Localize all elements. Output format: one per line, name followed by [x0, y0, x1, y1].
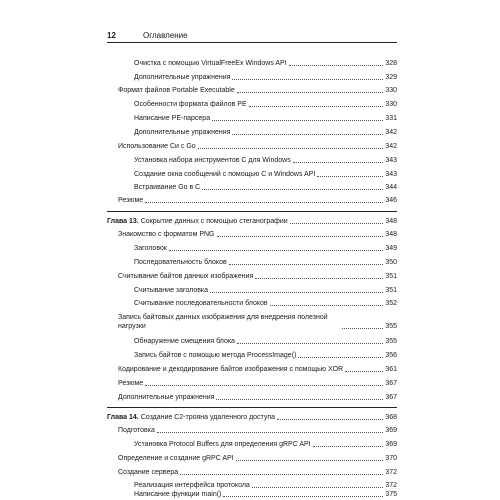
dot-leader — [290, 223, 384, 224]
toc-entry-title: Создание сервера — [118, 469, 179, 476]
dot-leader — [216, 399, 383, 400]
dot-leader — [223, 496, 383, 497]
toc-entry-title: Дополнительные упражнения — [134, 74, 231, 81]
toc-entry-page: 348 — [385, 231, 397, 238]
chapter-separator — [107, 211, 397, 212]
dot-leader — [180, 474, 383, 475]
toc-entry-title: Дополнительные упражнения — [134, 129, 231, 136]
dot-leader — [236, 460, 384, 461]
toc-entry[interactable] — [134, 481, 397, 490]
toc-entry[interactable] — [134, 73, 397, 82]
dot-leader — [145, 385, 383, 386]
toc-entry[interactable] — [134, 440, 397, 449]
toc-entry-page: 369 — [385, 441, 397, 448]
toc-entry-page: 342 — [385, 129, 397, 136]
toc-entry[interactable] — [118, 379, 397, 388]
toc-entry-page: 329 — [385, 74, 397, 81]
toc-entry-page: 351 — [385, 273, 397, 280]
toc-entry[interactable] — [134, 258, 397, 267]
toc-entry-page: 367 — [385, 380, 397, 387]
toc-entry-page: 372 — [385, 482, 397, 489]
dot-leader — [342, 328, 383, 329]
toc-entry[interactable] — [134, 156, 397, 165]
dot-leader — [345, 371, 383, 372]
toc-entry-page: 368 — [385, 414, 397, 421]
toc-entry-title: Считывание заголовка — [134, 287, 209, 294]
dot-leader — [237, 92, 384, 93]
toc-entry-page: 370 — [385, 455, 397, 462]
toc-entry[interactable] — [134, 59, 397, 68]
toc-entry-title: Использование Си с Go — [118, 143, 196, 150]
toc-entry-title: Запись байтов с помощью метода ProcessImage() — [134, 352, 297, 359]
dot-leader — [255, 278, 383, 279]
toc-entry[interactable] — [134, 114, 397, 123]
toc-entry-title: Особенности формата файлов PE — [134, 101, 247, 108]
toc-entry-title: Заголовок — [134, 245, 167, 252]
toc-entry-title: Резюме — [118, 197, 144, 204]
dot-leader — [317, 176, 383, 177]
chapter-title: Сокрытие данных с помощью стеганографии — [140, 218, 288, 225]
toc-entry-page: 348 — [385, 218, 397, 225]
toc-entry[interactable] — [134, 337, 397, 346]
dot-leader — [212, 120, 383, 121]
toc-entry-title: Формат файлов Portable Executable — [118, 87, 235, 94]
toc-entry-page: 330 — [385, 101, 397, 108]
toc-entry-page: 367 — [385, 394, 397, 401]
toc-entry-page: 352 — [385, 300, 397, 307]
chapter-title: Создание C2-трояна удаленного доступа — [140, 414, 276, 421]
toc-entry-page: 369 — [385, 427, 397, 434]
toc-entry-title: Очистка с помощью VirtualFreeEx Windows API — [134, 60, 287, 67]
toc-entry-page: 361 — [385, 366, 397, 373]
toc-chapter-entry[interactable] — [107, 413, 397, 422]
dot-leader — [217, 236, 384, 237]
dot-leader — [249, 106, 384, 107]
toc-entry[interactable] — [134, 286, 397, 295]
toc-entry-title: Считывание байтов данных изображения — [118, 273, 254, 280]
dot-leader — [277, 419, 383, 420]
toc-entry[interactable] — [118, 86, 397, 95]
dot-leader — [210, 292, 383, 293]
toc-entry-page: 330 — [385, 87, 397, 94]
dot-leader — [293, 162, 384, 163]
toc-entry-title: Написание PE-парсера — [134, 115, 211, 122]
toc-entry-title: Установка Protocol Buffers для определения gRPC API — [134, 441, 311, 448]
toc-entry-page: 343 — [385, 157, 397, 164]
toc-entry-page: 355 — [385, 338, 397, 345]
toc-entry-title: Считывание последовательности блоков — [134, 300, 268, 307]
toc-entry-page: 356 — [385, 352, 397, 359]
toc-entry-title: Подготовка — [118, 427, 155, 434]
toc-entry-title: Реализация интерфейса протокола — [134, 482, 250, 489]
toc-chapter-entry[interactable] — [107, 217, 397, 226]
toc-entry[interactable] — [134, 128, 397, 137]
dot-leader — [198, 148, 384, 149]
dot-leader — [157, 432, 383, 433]
toc-entry-title: Определение и создание gRPC API — [118, 455, 234, 462]
toc-entry[interactable] — [118, 365, 397, 374]
toc-entry[interactable] — [134, 183, 397, 192]
toc-entry-title: Запись байтовых данных изображения для внедрения полезной нагрузки — [118, 314, 328, 330]
toc-entry-title: Создание окна сообщений с помощью C и Windows API — [134, 171, 316, 178]
toc-entry-page: 342 — [385, 143, 397, 150]
toc-entry-title: Знакомство с форматом PNG — [118, 231, 215, 238]
toc-entry-page: 344 — [385, 184, 397, 191]
toc-entry-page: 349 — [385, 245, 397, 252]
dot-leader — [232, 79, 383, 80]
toc-entry[interactable] — [118, 468, 397, 477]
toc-entry-title: Кодирование и декодирование байтов изображения с помощью XOR — [118, 366, 344, 373]
dot-leader — [289, 65, 384, 66]
toc-entry-page: 350 — [385, 259, 397, 266]
dot-leader — [232, 134, 383, 135]
dot-leader — [229, 264, 384, 265]
toc-entry-title — [107, 217, 288, 226]
running-title: Оглавление — [143, 30, 188, 40]
toc-entry[interactable] — [134, 170, 397, 179]
toc-entry-title: Написание функции main() — [134, 491, 222, 498]
toc-entry-title — [107, 413, 275, 422]
toc-entry[interactable] — [118, 272, 397, 281]
page-number: 12 — [107, 30, 116, 40]
toc-entry-title: Встраивание Go в C — [134, 184, 201, 191]
toc-entry[interactable] — [134, 490, 397, 499]
toc-entry-page: 372 — [385, 469, 397, 476]
toc-entry-page: 346 — [385, 197, 397, 204]
toc-entry-title: Обнаружение смещения блока — [134, 338, 235, 345]
dot-leader — [252, 487, 384, 488]
dot-leader — [270, 305, 384, 306]
dot-leader — [298, 357, 383, 358]
toc-entry[interactable] — [118, 230, 397, 239]
toc-entry[interactable] — [134, 100, 397, 109]
toc-entry-page: 331 — [385, 115, 397, 122]
toc-entry[interactable] — [134, 299, 397, 308]
toc-entry[interactable] — [118, 313, 397, 331]
toc-entry-title: Дополнительные упражнения — [118, 394, 215, 401]
dot-leader — [237, 343, 383, 344]
toc-entry[interactable] — [118, 142, 397, 151]
toc-entry[interactable] — [134, 351, 397, 360]
toc-entry[interactable] — [118, 426, 397, 435]
dot-leader — [313, 446, 384, 447]
toc-entry[interactable] — [134, 244, 397, 253]
toc-entry-title: Установка набора инструментов C для Windows — [134, 157, 291, 164]
toc-entry-page: 328 — [385, 60, 397, 67]
toc-entry-page: 351 — [385, 287, 397, 294]
toc-entry-page: 343 — [385, 171, 397, 178]
toc-entry[interactable] — [118, 454, 397, 463]
toc-entry-page: 375 — [385, 491, 397, 498]
dot-leader — [202, 189, 383, 190]
toc-entry[interactable] — [118, 196, 397, 205]
dot-leader — [169, 250, 383, 251]
chapter-number: Глава 14. — [107, 414, 139, 421]
toc-entry-page: 355 — [385, 323, 397, 330]
toc-entry-title: Резюме — [118, 380, 144, 387]
toc-entry[interactable] — [118, 393, 397, 402]
chapter-number: Глава 13. — [107, 218, 139, 225]
chapter-separator — [107, 407, 397, 408]
dot-leader — [145, 202, 383, 203]
toc-entry-title: Последовательность блоков — [134, 259, 227, 266]
